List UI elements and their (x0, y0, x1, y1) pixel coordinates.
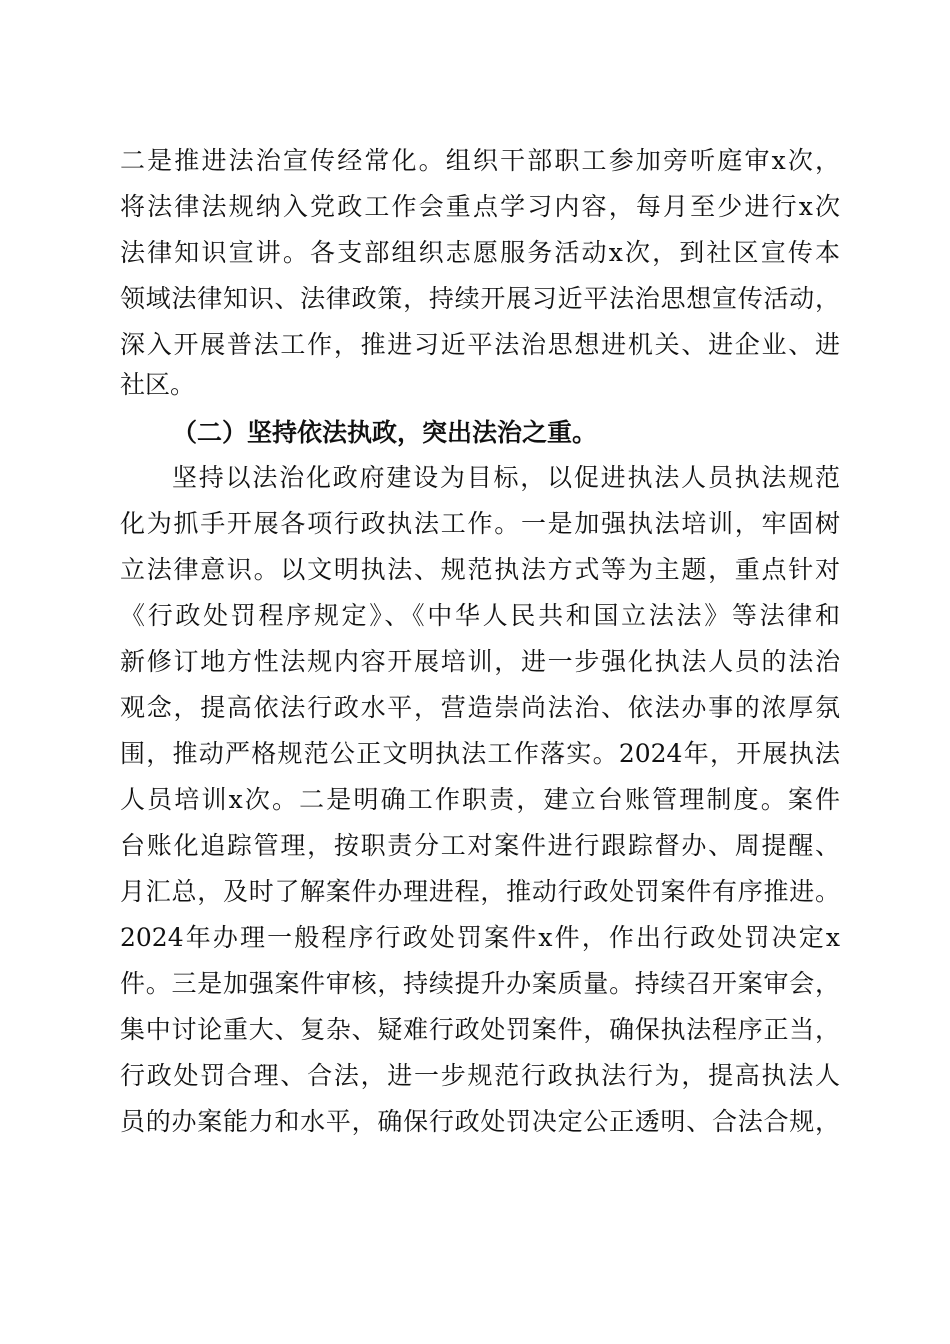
paragraph-1-line-2: 将法律法规纳入党政工作会重点学习内容，每月至少进行x次 (120, 192, 840, 221)
paragraph-1-line-3: 法律知识宣讲。各支部组织志愿服务活动x次，到社区宣传本 (120, 238, 840, 267)
paragraph-1-line-1: 二是推进法治宣传经常化。组织干部职工参加旁听庭审x次， (120, 146, 840, 175)
paragraph-2-line-15: 员的办案能力和水平，确保行政处罚决定公正透明、合法合规， (120, 1107, 840, 1136)
paragraph-2-line-7: 围，推动严格规范公正文明执法工作落实。2024年，开展执法 (120, 739, 840, 768)
paragraph-2-line-10: 月汇总，及时了解案件办理进程，推动行政处罚案件有序推进。 (120, 877, 840, 906)
paragraph-2-line-2: 化为抓手开展各项行政执法工作。一是加强执法培训，牢固树 (120, 509, 840, 538)
paragraph-2-line-8: 人员培训x次。二是明确工作职责，建立台账管理制度。案件 (120, 785, 840, 814)
paragraph-2-line-5: 新修订地方性法规内容开展培训，进一步强化执法人员的法治 (120, 647, 840, 676)
paragraph-2-line-1: 坚持以法治化政府建设为目标，以促进执法人员执法规范 (172, 463, 840, 492)
paragraph-2-line-3: 立法律意识。以文明执法、规范执法方式等为主题，重点针对 (120, 555, 840, 584)
paragraph-1-line-5: 深入开展普法工作，推进习近平法治思想进机关、进企业、进 (120, 330, 840, 359)
paragraph-2-line-13: 集中讨论重大、复杂、疑难行政处罚案件，确保执法程序正当， (120, 1015, 840, 1044)
paragraph-2-line-9: 台账化追踪管理，按职责分工对案件进行跟踪督办、周提醒、 (120, 831, 840, 860)
paragraph-2-line-4: 《行政处罚程序规定》、《中华人民共和国立法法》等法律和 (120, 601, 840, 630)
paragraph-2-line-11: 2024年办理一般程序行政处罚案件x件，作出行政处罚决定x (120, 923, 840, 952)
section-heading: （二）坚持依法执政，突出法治之重。 (172, 418, 598, 447)
paragraph-2-line-6: 观念，提高依法行政水平，营造崇尚法治、依法办事的浓厚氛 (120, 693, 840, 722)
paragraph-2-line-12: 件。三是加强案件审核，持续提升办案质量。持续召开案审会， (120, 969, 840, 998)
paragraph-1-line-4: 领域法律知识、法律政策，持续开展习近平法治思想宣传活动， (120, 284, 840, 313)
paragraph-1-line-6: 社区。 (120, 370, 196, 399)
paragraph-2-line-14: 行政处罚合理、合法，进一步规范行政执法行为，提高执法人 (120, 1061, 840, 1090)
